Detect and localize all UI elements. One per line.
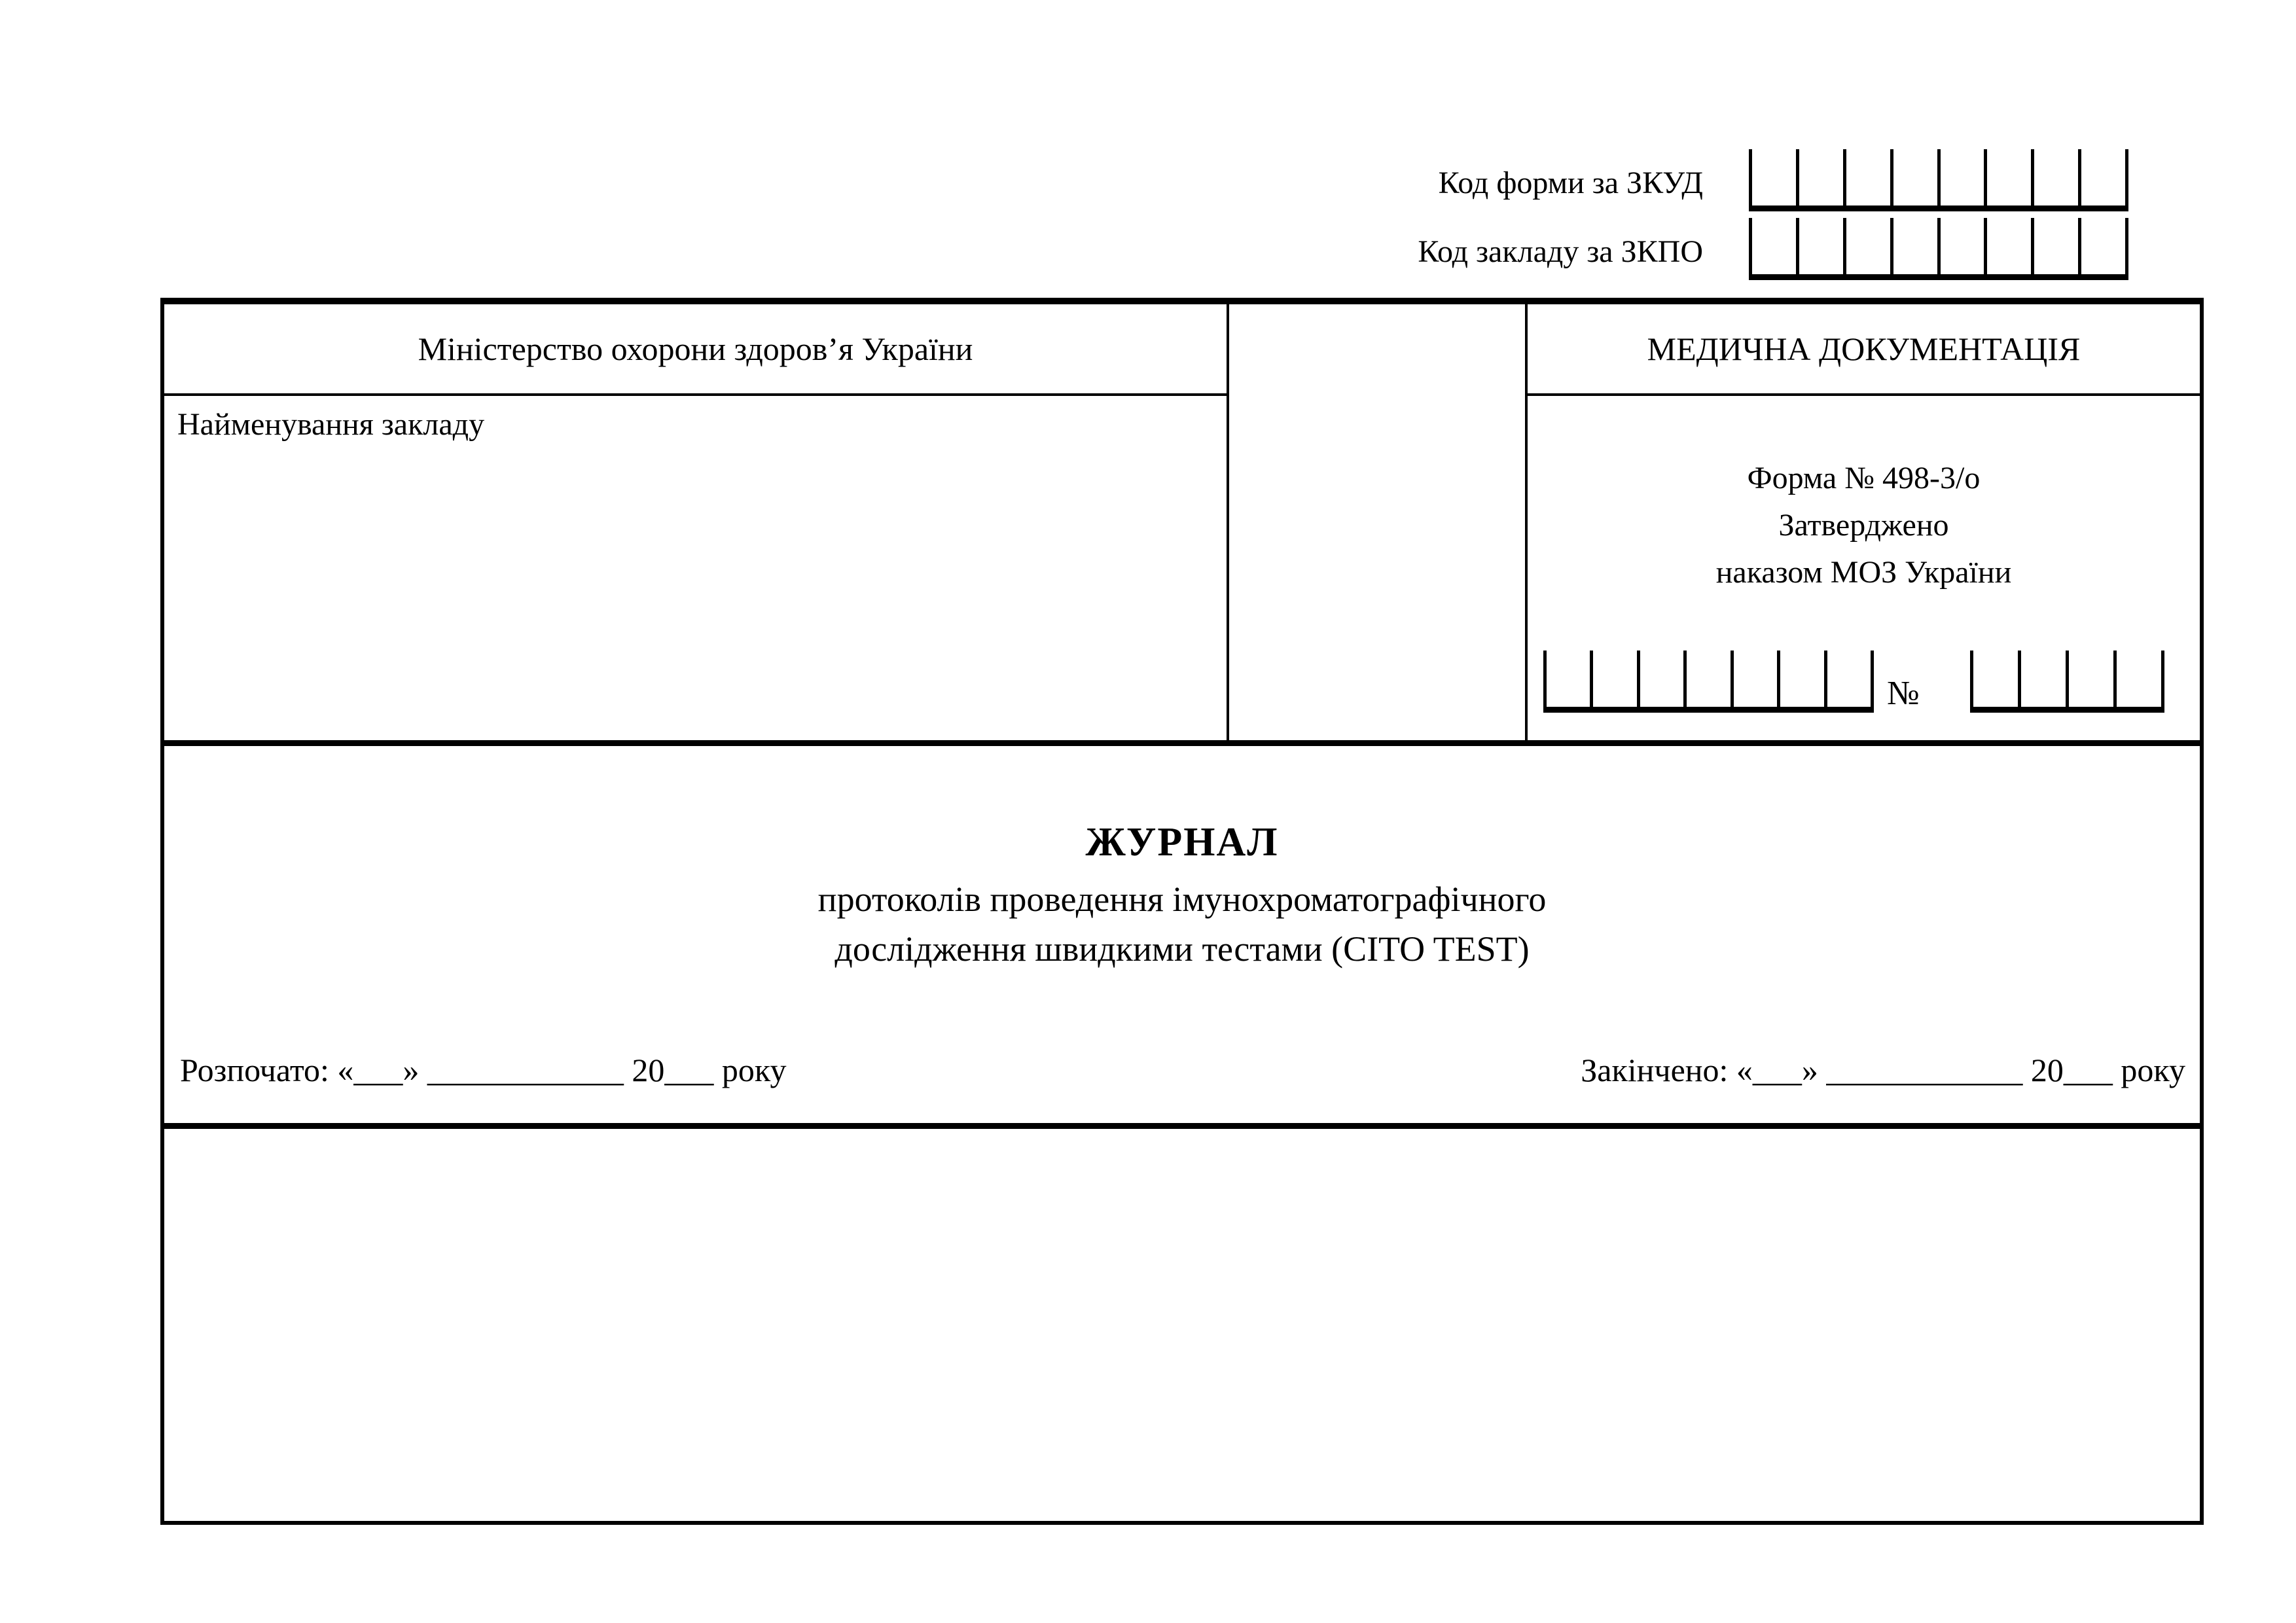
- comb-cell: [2031, 149, 2078, 205]
- comb-cell: [1777, 651, 1823, 707]
- comb-cell: [1590, 651, 1636, 707]
- code-grids-block: [1418, 149, 2128, 280]
- comb-cell: [1937, 149, 1984, 205]
- comb-cell: [1984, 218, 2031, 274]
- comb-cell: [1749, 149, 1796, 205]
- comb-cell: [1890, 149, 1937, 205]
- header-spacer-column: [1229, 304, 1528, 740]
- journal-title: ЖУРНАЛ: [1085, 820, 1279, 865]
- order-number-row: [1528, 651, 2200, 740]
- journal-subtitle-line1: протоколів проведення імунохроматографічного: [817, 880, 1547, 919]
- comb-cell: [1731, 651, 1777, 707]
- comb-cell: [2078, 218, 2128, 274]
- number-sign: №: [1887, 675, 1920, 712]
- comb-cell: [2113, 651, 2164, 707]
- journal-subtitle-line2: дослідження швидкими тестами (CITO TEST): [834, 929, 1530, 969]
- comb-cell: [2066, 651, 2113, 707]
- comb-cell: [1796, 218, 1843, 274]
- zkud-code-grid: [1749, 149, 2128, 211]
- comb-cell: [1683, 651, 1730, 707]
- form-approval-block: [1528, 455, 2200, 596]
- medical-documentation-column: [1528, 304, 2200, 740]
- order-number-grid: [1970, 651, 2164, 713]
- comb-cell: [2018, 651, 2066, 707]
- comb-cell: [1843, 149, 1890, 205]
- zkud-code-label: Код форми за ЗКУД: [1438, 166, 1703, 200]
- comb-cell: [1970, 651, 2018, 707]
- comb-cell: [1890, 218, 1937, 274]
- form-table: [160, 298, 2204, 1525]
- comb-cell: [1796, 149, 1843, 205]
- facility-name-label: Найменування закладу: [177, 407, 485, 442]
- comb-cell: [1637, 651, 1683, 707]
- comb-cell: [1824, 651, 1874, 707]
- comb-cell: [1984, 149, 2031, 205]
- zkpo-code-label: Код закладу за ЗКПО: [1418, 234, 1703, 269]
- finished-date-blank: Закінчено: «___» ____________ 20___ року: [1581, 1052, 2185, 1088]
- approved-label: Затверджено: [1778, 508, 1949, 543]
- journal-dates-row: [164, 1051, 2200, 1123]
- zkpo-code-grid: [1749, 218, 2128, 280]
- comb-cell: [2078, 149, 2128, 205]
- ministry-column: [164, 304, 1229, 740]
- journal-title-section: [164, 746, 2200, 1129]
- medical-documentation-title: МЕДИЧНА ДОКУМЕНТАЦІЯ: [1528, 304, 2200, 396]
- comb-cell: [1543, 651, 1590, 707]
- comb-cell: [1843, 218, 1890, 274]
- zkpo-code-row: [1418, 218, 2128, 280]
- form-header-section: [164, 304, 2200, 746]
- zkud-code-row: [1418, 149, 2128, 211]
- form-number: Форма № 498-3/о: [1747, 461, 1981, 495]
- approved-by-label: наказом МОЗ України: [1715, 555, 2012, 590]
- ministry-title: Міністерство охорони здоров’я України: [164, 304, 1227, 396]
- comb-cell: [2031, 218, 2078, 274]
- comb-cell: [1937, 218, 1984, 274]
- started-date-blank: Розпочато: «___» ____________ 20___ року: [180, 1052, 787, 1088]
- blank-bottom-section: [164, 1129, 2200, 1521]
- order-date-grid: [1543, 651, 1874, 713]
- comb-cell: [1749, 218, 1796, 274]
